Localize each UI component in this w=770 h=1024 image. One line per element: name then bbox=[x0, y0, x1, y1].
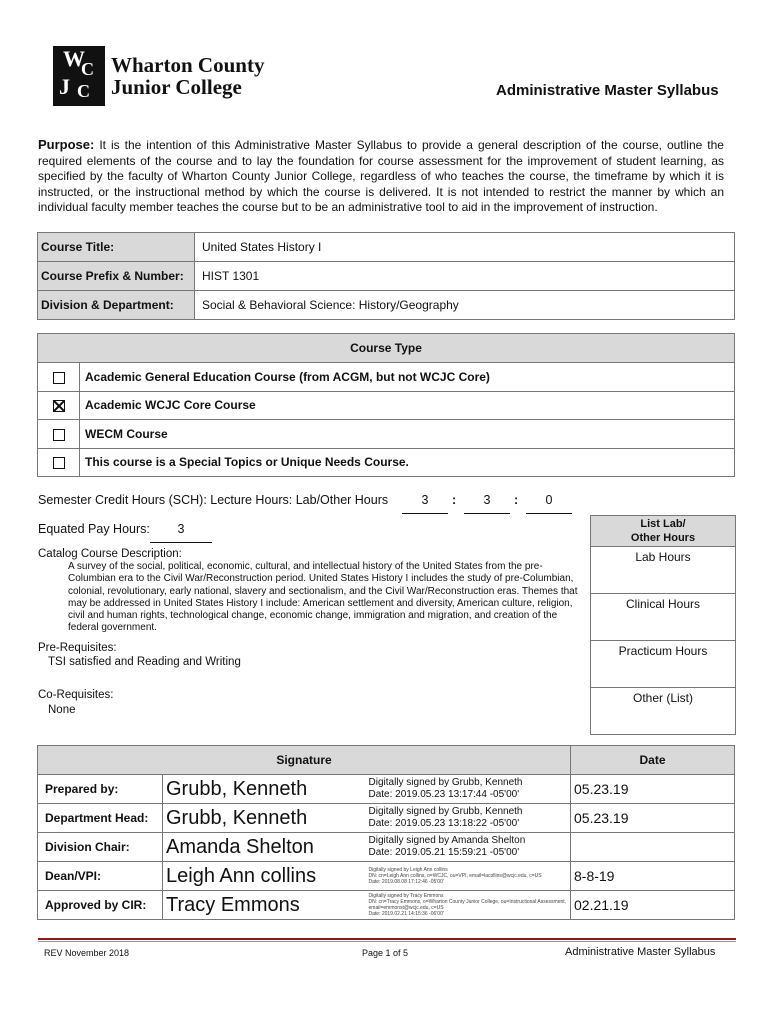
sch-label: Semester Credit Hours (SCH): Lecture Hours: Lab/Other Hours bbox=[38, 493, 389, 507]
corequisites-label: Co-Requisites: bbox=[38, 689, 114, 701]
digital-signature[interactable]: Digitally signed by Tracy Emmons DN: cn=Tracy Emmons, o=Wharton County Junior College, ou=Instructional Assessment, email=emmonst@wcjc.edu, c=US Date: 2019.02.21 14:15:36 -06'00' bbox=[366, 891, 571, 920]
checkbox-general-education[interactable] bbox=[53, 372, 65, 384]
course-type-header: Course Type bbox=[38, 334, 735, 363]
signature-role: Department Head: bbox=[38, 804, 163, 833]
course-prefix-label: Course Prefix & Number: bbox=[38, 262, 195, 291]
equated-pay-value[interactable]: 3 bbox=[150, 522, 212, 543]
college-logo bbox=[53, 46, 264, 106]
signer-name: Amanda Shelton bbox=[163, 833, 366, 862]
course-type-label: Academic WCJC Core Course bbox=[80, 391, 735, 420]
signature-header: Signature bbox=[38, 746, 571, 775]
hours-separator: : bbox=[452, 493, 457, 507]
course-prefix-value: HIST 1301 bbox=[195, 262, 735, 291]
table-row bbox=[38, 262, 735, 291]
footer-divider bbox=[38, 938, 736, 940]
catalog-description-text: A survey of the social, political, economic, cultural, and intellectual history of the United States from the pre-Columbian era to the Civil War/Reconstruction period. United States History I includes the study of pre-Columbian, colonial, revolutionary, early national, slavery and sectionalism, and the Civil War/Reconstruction eras. Themes that may be addressed in United States History I include: American settlement and diversity, American culture, religion, civil and human rights, technological change, economic change, immigration and migration, and creation of the federal government. bbox=[68, 561, 578, 634]
signer-name: Leigh Ann collins bbox=[163, 862, 366, 891]
lab-table-header: List Lab/ Other Hours bbox=[591, 516, 736, 547]
course-type-row bbox=[38, 448, 735, 477]
signature-date: 05.23.19 bbox=[571, 804, 735, 833]
course-type-row bbox=[38, 420, 735, 449]
table-row bbox=[38, 233, 735, 262]
signature-date: 02.21.19 bbox=[571, 891, 735, 920]
practicum-hours-cell: Practicum Hours bbox=[591, 641, 736, 688]
checkbox-special-topics[interactable] bbox=[53, 457, 65, 469]
purpose-label: Purpose: bbox=[38, 137, 95, 152]
signature-date bbox=[571, 833, 735, 862]
signature-row bbox=[38, 833, 735, 862]
lecture-hours-value[interactable]: 3 bbox=[464, 493, 510, 514]
purpose-text: It is the intention of this Administrative Master Syllabus to provide a general description of the course, outline the required elements of the course and to lay the foundation for course assessment for the improvement of student learning, as specified by the faculty of Wharton County Junior College, regardless of who teaches the course, the timeframe by which it is instructed, or the instructional method by which the course is delivered. It is not intended to restrict the manner by which an individual faculty member teaches the course but to be an administrative tool to aid in the improvement of instruction. bbox=[38, 138, 724, 215]
division-value: Social & Behavioral Science: History/Geography bbox=[195, 291, 735, 320]
division-label: Division & Department: bbox=[38, 291, 195, 320]
sch-value[interactable]: 3 bbox=[402, 493, 448, 514]
hours-separator: : bbox=[514, 493, 519, 507]
date-header: Date bbox=[571, 746, 735, 775]
revision-date: REV November 2018 bbox=[44, 948, 130, 958]
signer-name: Tracy Emmons bbox=[163, 891, 366, 920]
signature-row bbox=[38, 862, 735, 891]
purpose-paragraph bbox=[38, 137, 724, 216]
footer-divider-thin bbox=[38, 941, 736, 942]
signature-row bbox=[38, 891, 735, 920]
digital-signature[interactable]: Digitally signed by Grubb, Kenneth Date: 2019.05.23 13:17:44 -05'00' bbox=[366, 775, 571, 804]
document-title: Administrative Master Syllabus bbox=[496, 82, 719, 99]
course-title-value: United States History I bbox=[195, 233, 735, 262]
checkbox-wecm[interactable] bbox=[53, 429, 65, 441]
signature-role: Dean/VPI: bbox=[38, 862, 163, 891]
signature-table bbox=[37, 745, 735, 920]
course-type-label: WECM Course bbox=[80, 420, 735, 449]
signer-name: Grubb, Kenneth bbox=[163, 804, 366, 833]
signature-role: Approved by CIR: bbox=[38, 891, 163, 920]
page-number: Page 1 of 5 bbox=[362, 948, 409, 958]
lab-hours-cell: Lab Hours bbox=[591, 547, 736, 594]
prerequisites-value: TSI satisfied and Reading and Writing bbox=[48, 656, 241, 668]
clinical-hours-cell: Clinical Hours bbox=[591, 594, 736, 641]
signature-date: 8-8-19 bbox=[571, 862, 735, 891]
wcjc-logo-mark: W C J C bbox=[53, 46, 105, 106]
footer-title: Administrative Master Syllabus bbox=[565, 946, 716, 958]
catalog-description-label: Catalog Course Description: bbox=[38, 548, 182, 560]
signature-row bbox=[38, 804, 735, 833]
other-hours-cell: Other (List) bbox=[591, 688, 736, 735]
course-type-row bbox=[38, 391, 735, 420]
college-name: Wharton County Junior College bbox=[111, 53, 265, 99]
digital-signature[interactable]: Digitally signed by Leigh Ann collins DN: cn=Leigh Ann collins, o=WCJC, ou=VPI, email=lacollins@wcjc.edu, c=US Date: 2019.08.08 17:12:46 -05'00' bbox=[366, 862, 571, 891]
corequisites-value: None bbox=[48, 704, 76, 716]
digital-signature[interactable]: Digitally signed by Amanda Shelton Date: 2019.05.21 15:59:21 -05'00' bbox=[366, 833, 571, 862]
course-info-table bbox=[37, 232, 735, 320]
signature-role: Prepared by: bbox=[38, 775, 163, 804]
course-type-table bbox=[37, 333, 735, 477]
equated-pay-label: Equated Pay Hours: bbox=[38, 522, 150, 536]
lab-hours-value[interactable]: 0 bbox=[526, 493, 572, 514]
course-title-label: Course Title: bbox=[38, 233, 195, 262]
signature-role: Division Chair: bbox=[38, 833, 163, 862]
course-type-label: This course is a Special Topics or Unique Needs Course. bbox=[80, 448, 735, 477]
digital-signature[interactable]: Digitally signed by Grubb, Kenneth Date: 2019.05.23 13:18:22 -05'00' bbox=[366, 804, 571, 833]
course-type-label: Academic General Education Course (from ACGM, but not WCJC Core) bbox=[80, 363, 735, 392]
signature-row bbox=[38, 775, 735, 804]
lab-hours-table bbox=[590, 515, 736, 735]
signer-name: Grubb, Kenneth bbox=[163, 775, 366, 804]
prerequisites-label: Pre-Requisites: bbox=[38, 642, 117, 654]
signature-date: 05.23.19 bbox=[571, 775, 735, 804]
course-type-row bbox=[38, 363, 735, 392]
checkbox-wcjc-core[interactable] bbox=[53, 400, 65, 412]
table-row bbox=[38, 291, 735, 320]
